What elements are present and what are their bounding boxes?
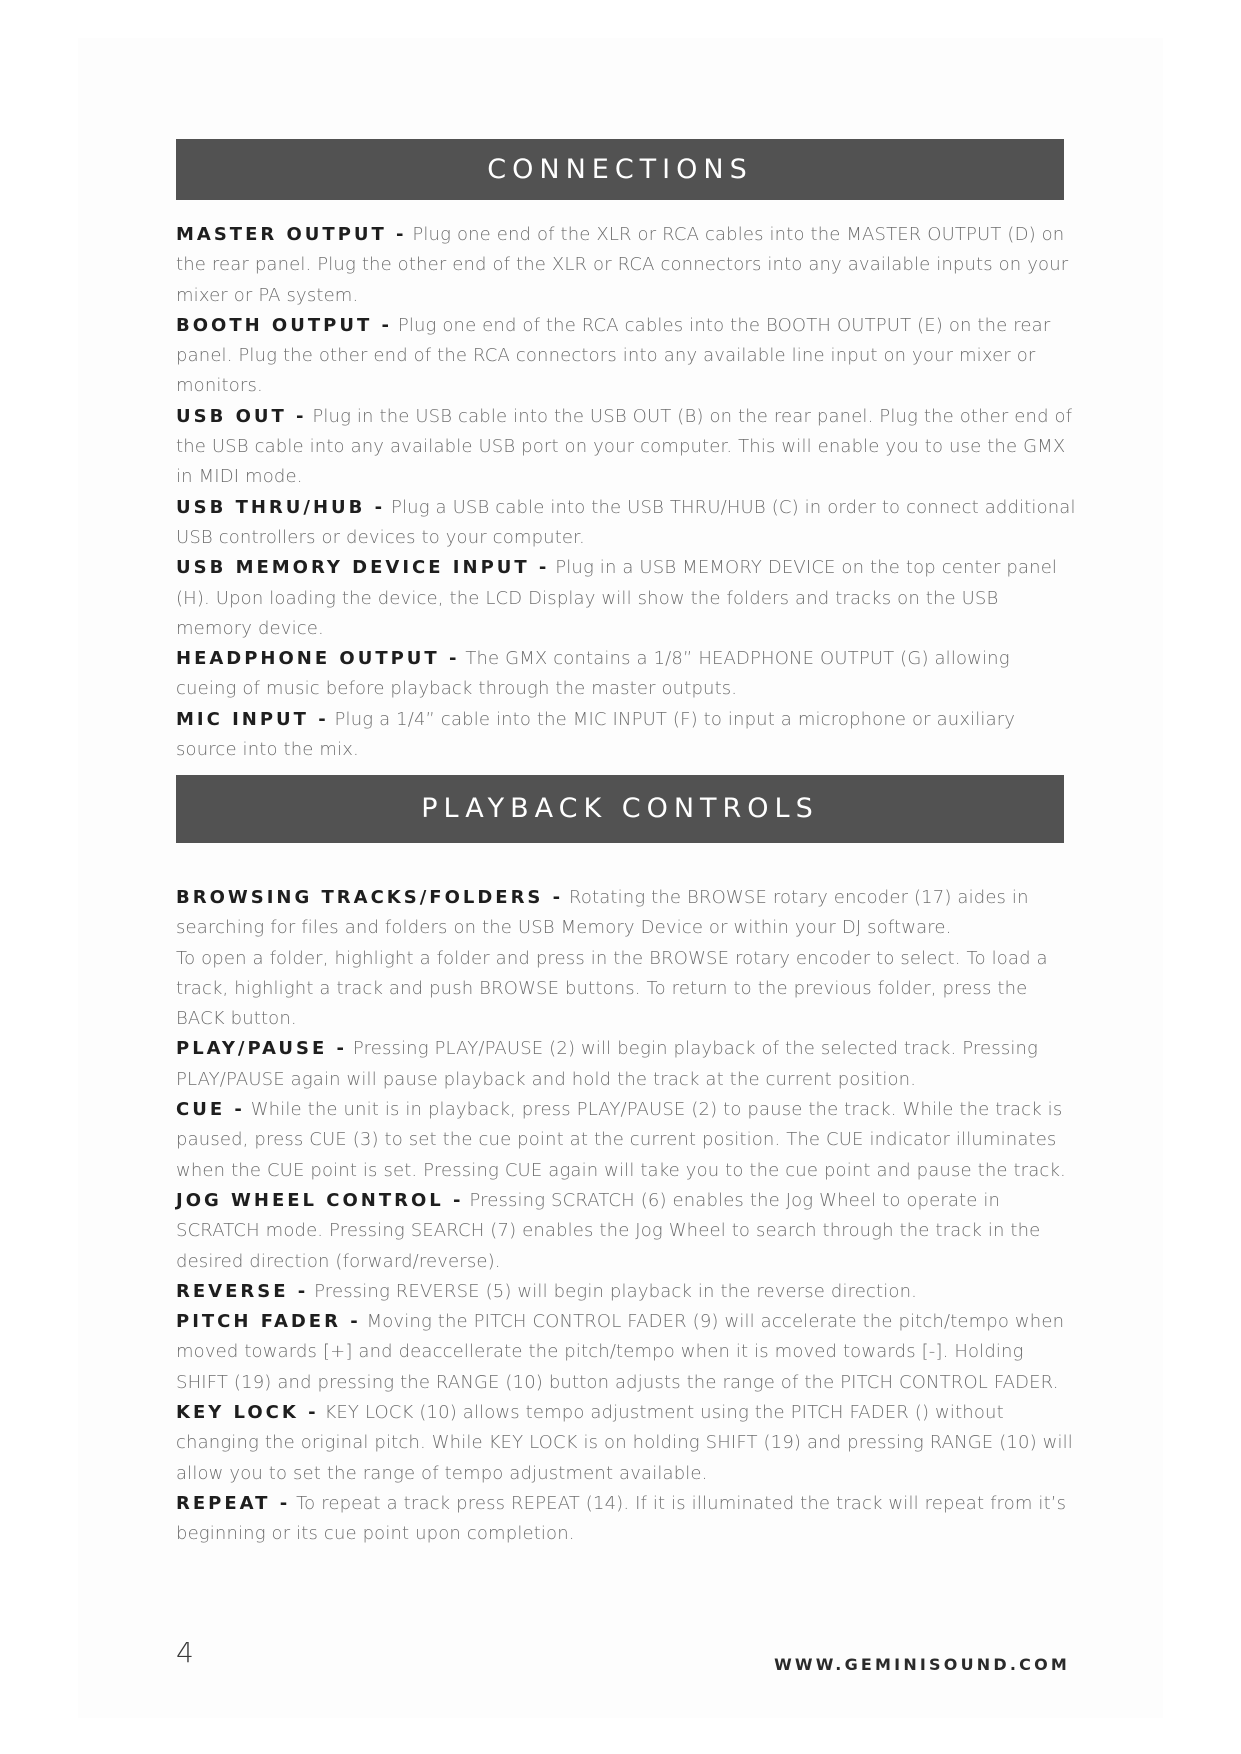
entry-play-pause xyxy=(176,1034,1076,1095)
entry-term: CUE - xyxy=(176,1099,245,1121)
entry-mic-input xyxy=(176,705,1076,766)
entry-headphone-output xyxy=(176,644,1076,705)
entry-text: Plug in the USB cable into the USB OUT (B) on the rear panel. Plug the other end of the USB cable into any available USB port on your computer. This will enable you to use the GMX in MIDI mode. xyxy=(176,405,1073,488)
entry-term: USB THRU/HUB - xyxy=(176,496,386,518)
entry-term: BOOTH OUTPUT - xyxy=(176,314,392,336)
entry-text: The GMX contains a 1/8” HEADPHONE OUTPUT (G) allowing cueing of music before playback through the master outputs. xyxy=(176,648,1010,700)
entry-text: Pressing SCRATCH (6) enables the Jog Wheel to operate in SCRATCH mode. Pressing SEARCH (7) enables the Jog Wheel to search through the track in the desired direction (forward/reverse). xyxy=(176,1189,1041,1272)
entry-text: Pressing PLAY/PAUSE (2) will begin playback of the selected track. Pressing PLAY/PAUSE again will pause playback and hold the track at the current position. xyxy=(176,1038,1039,1090)
entry-key-lock xyxy=(176,1398,1076,1489)
entry-browsing-tracks-folders xyxy=(176,883,1076,944)
entry-text: Plug one end of the RCA cables into the BOOTH OUTPUT (E) on the rear panel. Plug the other end of the RCA connectors into any available line input on your mixer or monitors. xyxy=(176,314,1051,397)
entry-usb-memory-device-input xyxy=(176,553,1076,644)
entry-repeat xyxy=(176,1489,1076,1550)
website-url: WWW.GEMINISOUND.COM xyxy=(774,1655,1070,1674)
connections-heading: CONNECTIONS xyxy=(176,139,1064,200)
playback-controls-heading: PLAYBACK CONTROLS xyxy=(176,775,1064,843)
entry-term: HEADPHONE OUTPUT - xyxy=(176,648,460,670)
entry-text: KEY LOCK (10) allows tempo adjustment using the PITCH FADER () without changing the original pitch. While KEY LOCK is on holding SHIFT (19) and pressing RANGE (10) will allow you to set the range of tempo adjustment available. xyxy=(176,1402,1073,1484)
entry-term: MIC INPUT - xyxy=(176,708,329,730)
entry-jog-wheel-control xyxy=(176,1186,1076,1277)
entry-term: PITCH FADER - xyxy=(176,1311,361,1333)
entry-text: While the unit is in playback, press PLAY/PAUSE (2) to pause the track. While the track is paused, press CUE (3) to set the cue point at the current position. The CUE indicator illuminates when the CUE point is set. Pressing CUE again will take you to the cue point and pause the track. xyxy=(176,1099,1066,1181)
entry-text: To repeat a track press REPEAT (14). If it is illuminated the track will repeat from it’s beginning or its cue point upon completion. xyxy=(176,1492,1067,1545)
entry-pitch-fader xyxy=(176,1307,1076,1398)
entry-text: To open a folder, highlight a folder and press in the BROWSE rotary encoder to select. To load a track, highlight a track and push BROWSE buttons. To return to the previous folder, press the BACK button. xyxy=(176,947,1048,1030)
entry-term: PLAY/PAUSE - xyxy=(176,1038,348,1060)
entry-text: Moving the PITCH CONTROL FADER (9) will accelerate the pitch/tempo when moved towards [+] and deaccellerate the pitch/tempo when it is moved towards [-]. Holding SHIFT (19) and pressing the RANGE (10) button adjusts the range of the PITCH CONTROL FADER. xyxy=(176,1311,1065,1393)
entry-term: MASTER OUTPUT - xyxy=(176,224,407,245)
entry-term: JOG WHEEL CONTROL - xyxy=(176,1189,464,1211)
entry-term: BROWSING TRACKS/FOLDERS - xyxy=(176,887,564,908)
entry-master-output xyxy=(176,220,1076,311)
entry-term: REPEAT - xyxy=(176,1492,291,1514)
entry-text: Pressing REVERSE (5) will begin playback in the reverse direction. xyxy=(308,1280,918,1302)
playback-controls-body xyxy=(176,883,1076,1550)
entry-text: Plug one end of the XLR or RCA cables into the MASTER OUTPUT (D) on the rear panel. Plug the other end of the XLR or RCA connectors into any available inputs on your mixer or PA system. xyxy=(176,224,1069,306)
entry-text: Rotating the BROWSE rotary encoder (17) aides in searching for files and folders on the USB Memory Device or within your DJ software. xyxy=(176,887,1029,939)
entry-term: KEY LOCK - xyxy=(176,1402,319,1424)
entry-text: Plug a 1/4” cable into the MIC INPUT (F) to input a microphone or auxiliary source into the mix. xyxy=(176,708,1016,761)
entry-term: USB MEMORY DEVICE INPUT - xyxy=(176,557,550,579)
entry-text: Plug in a USB MEMORY DEVICE on the top center panel (H). Upon loading the device, the LCD Display will show the folders and tracks on the USB memory device. xyxy=(176,557,1058,639)
connections-body xyxy=(176,220,1076,765)
entry-term: USB OUT - xyxy=(176,405,307,427)
entry-reverse xyxy=(176,1277,1076,1307)
entry-usb-thru-hub xyxy=(176,493,1076,554)
entry-cue xyxy=(176,1095,1076,1186)
entry-usb-out xyxy=(176,402,1076,493)
page-number: 4 xyxy=(176,1636,194,1669)
entry-text: Plug a USB cable into the USB THRU/HUB (C) in order to connect additional USB controllers or devices to your computer. xyxy=(176,496,1076,548)
entry-booth-output xyxy=(176,311,1076,402)
entry-browsing-extra xyxy=(176,944,1076,1035)
entry-term: REVERSE - xyxy=(176,1280,309,1302)
